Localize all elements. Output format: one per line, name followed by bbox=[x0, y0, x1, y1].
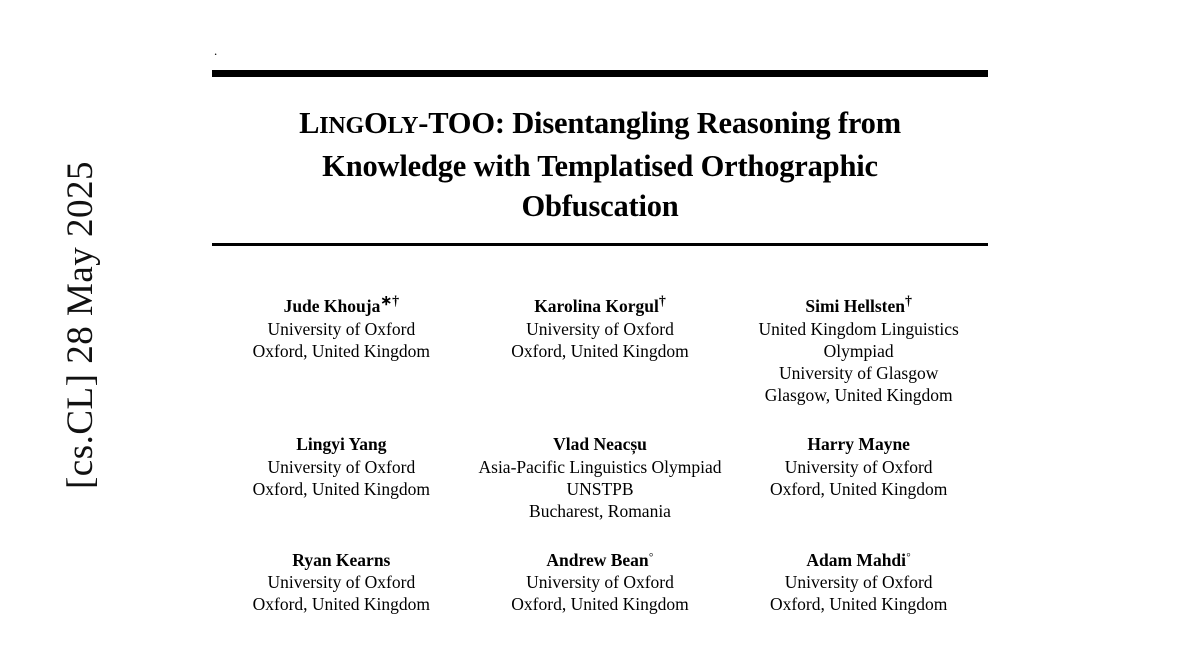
author-affiliation-mark: † bbox=[905, 294, 912, 309]
author-block bbox=[212, 290, 988, 637]
author-affiliation: Oxford, United Kingdom bbox=[769, 594, 948, 615]
arxiv-stamp bbox=[0, 0, 130, 648]
author-row bbox=[212, 544, 988, 616]
author-affiliation-mark: † bbox=[658, 294, 666, 309]
author-row bbox=[212, 428, 988, 522]
author-affiliation: University of Oxford bbox=[784, 456, 933, 477]
author-affiliation: Oxford, United Kingdom bbox=[252, 594, 431, 615]
author-name bbox=[212, 428, 471, 456]
author-affiliation-mark: ◦ bbox=[648, 547, 654, 563]
author-entry bbox=[212, 544, 471, 616]
author-name bbox=[471, 428, 730, 456]
author-entry bbox=[212, 290, 471, 406]
author-name-text: Karolina Korgul bbox=[534, 295, 659, 316]
author-entry bbox=[471, 544, 730, 616]
title-line1-rest: -TOO: Disentangling Reasoning from bbox=[418, 106, 901, 140]
paper-page bbox=[212, 0, 988, 648]
author-entry bbox=[471, 428, 730, 522]
title-ling-o: O bbox=[363, 106, 388, 140]
author-name-text: Vlad Neacșu bbox=[553, 433, 647, 454]
title-rule-top bbox=[212, 70, 988, 77]
title-rule-bottom bbox=[212, 243, 988, 246]
title-ling-l: L bbox=[299, 106, 320, 140]
author-name bbox=[471, 290, 730, 318]
author-entry bbox=[729, 544, 988, 616]
title-ling-ly: LY bbox=[387, 113, 419, 139]
page-title bbox=[212, 103, 988, 226]
author-affiliation: Oxford, United Kingdom bbox=[769, 478, 948, 499]
author-affiliation: Oxford, United Kingdom bbox=[252, 340, 431, 361]
author-affiliation: Oxford, United Kingdom bbox=[252, 478, 431, 499]
author-affiliation: University of Oxford bbox=[526, 318, 674, 339]
author-affiliation: University of Oxford bbox=[784, 572, 933, 593]
author-affiliation: Oxford, United Kingdom bbox=[511, 594, 689, 615]
author-name-text: Simi Hellsten bbox=[805, 295, 905, 316]
author-row bbox=[212, 290, 988, 406]
author-name-text: Jude Khouja bbox=[283, 295, 381, 316]
author-affiliation-mark: ∗† bbox=[380, 294, 400, 309]
author-affiliation: University of Oxford bbox=[526, 572, 674, 593]
author-name bbox=[729, 428, 988, 456]
author-name bbox=[212, 290, 471, 318]
author-name-text: Lingyi Yang bbox=[296, 433, 387, 454]
title-ling-ing: ING bbox=[319, 113, 364, 139]
arxiv-stamp-text: [cs.CL] 28 May 2025 bbox=[59, 160, 101, 490]
author-name-text: Adam Mahdi bbox=[806, 549, 907, 570]
author-affiliation: Asia-Pacific Linguistics Olympiad bbox=[478, 456, 722, 477]
author-name-text: Harry Mayne bbox=[807, 433, 910, 454]
author-entry bbox=[729, 290, 988, 406]
author-affiliation: University of Oxford bbox=[267, 318, 416, 339]
author-entry bbox=[212, 428, 471, 522]
title-line3: Obfuscation bbox=[521, 189, 679, 223]
author-affiliation: University of Glasgow bbox=[778, 362, 939, 383]
author-affiliation-mark: ◦ bbox=[906, 547, 911, 563]
author-affiliation: Oxford, United Kingdom bbox=[511, 340, 689, 361]
author-name bbox=[729, 290, 988, 318]
author-name bbox=[471, 544, 730, 572]
author-entry bbox=[471, 290, 730, 406]
author-affiliation: Bucharest, Romania bbox=[529, 500, 671, 521]
author-entry bbox=[729, 428, 988, 522]
author-affiliation: University of Oxford bbox=[267, 572, 416, 593]
author-name bbox=[729, 544, 988, 572]
author-name-text: Andrew Bean bbox=[546, 549, 649, 570]
author-affiliation: University of Oxford bbox=[267, 456, 416, 477]
author-affiliation: Glasgow, United Kingdom bbox=[764, 384, 953, 405]
author-name-text: Ryan Kearns bbox=[292, 549, 391, 570]
author-affiliation: UNSTPB bbox=[566, 478, 634, 499]
author-name bbox=[212, 544, 471, 572]
title-line2: Knowledge with Templatised Orthographic bbox=[322, 149, 878, 183]
author-affiliation: United Kingdom Linguistics Olympiad bbox=[758, 318, 959, 361]
page-marker-dot: . bbox=[214, 43, 218, 58]
